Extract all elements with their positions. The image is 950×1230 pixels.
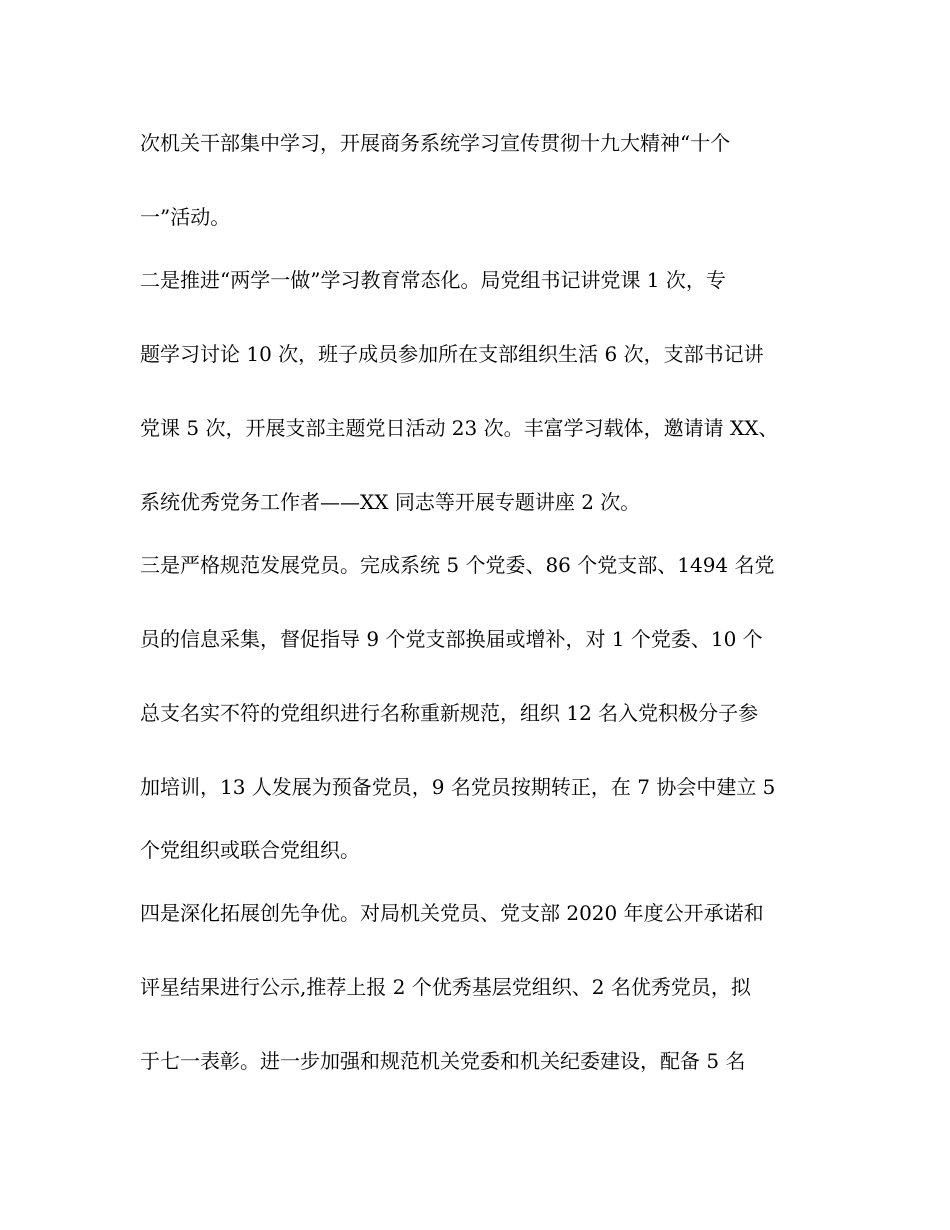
text-line-3: 二是推进“两学一做”学习教育常态化。局党组书记讲党课 1 次，专 xyxy=(140,268,726,292)
text-line-7: 三是严格规范发展党员。完成系统 5 个党委、86 个党支部、1494 名党 xyxy=(140,553,775,577)
text-line-14: 于七一表彰。进一步加强和规范机关党委和机关纪委建设，配备 5 名 xyxy=(140,1049,746,1073)
text-line-8: 员的信息采集，督促指导 9 个党支部换届或增补，对 1 个党委、10 个 xyxy=(140,627,763,651)
text-line-6: 系统优秀党务工作者——XX 同志等开展专题讲座 2 次。 xyxy=(140,490,641,514)
text-line-2: 一”活动。 xyxy=(140,205,231,229)
text-line-10: 加培训，13 人发展为预备党员，9 名党员按期转正，在 7 协会中建立 5 xyxy=(140,775,776,799)
text-line-1: 次机关干部集中学习，开展商务系统学习宣传贯彻十九大精神“十个 xyxy=(140,131,731,155)
text-line-12: 四是深化拓展创先争优。对局机关党员、党支部 2020 年度公开承诺和 xyxy=(140,901,764,925)
text-line-9: 总支名实不符的党组织进行名称重新规范，组织 12 名入党积极分子参 xyxy=(140,701,759,725)
text-line-5: 党课 5 次，开展支部主题党日活动 23 次。丰富学习载体，邀请请 XX、 xyxy=(140,416,779,440)
text-line-11: 个党组织或联合党组织。 xyxy=(140,838,360,862)
text-line-4: 题学习讨论 10 次，班子成员参加所在支部组织生活 6 次，支部书记讲 xyxy=(140,342,764,366)
text-line-13: 评星结果进行公示,推荐上报 2 个优秀基层党组织、2 名优秀党员，拟 xyxy=(140,975,751,999)
